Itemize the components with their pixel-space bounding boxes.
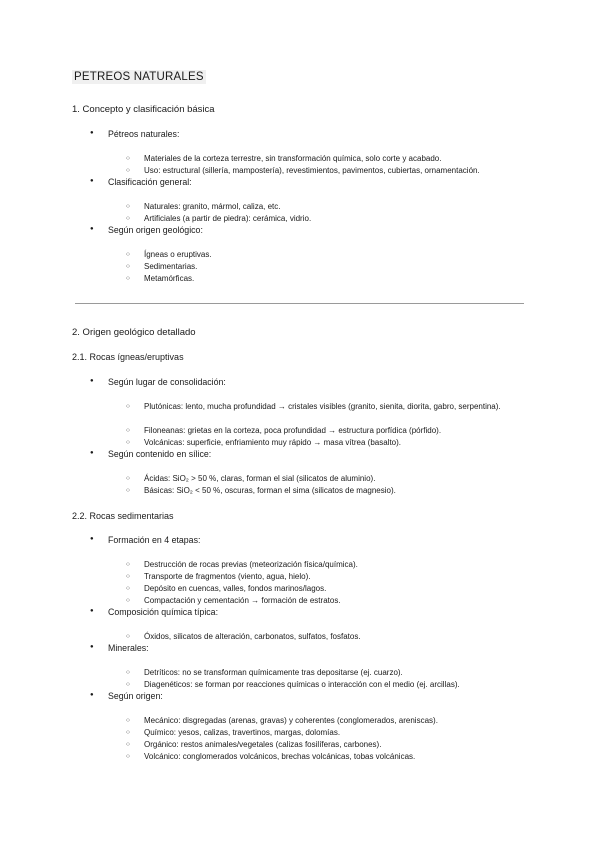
sub-list-item: ○ Destrucción de rocas previas (meteorización física/química). xyxy=(144,559,514,571)
sub-list-item: ○ Ígneas o eruptivas. xyxy=(144,249,514,261)
sub-list-item: ○ Artificiales (a partir de piedra): cerámica, vidrio. xyxy=(144,213,514,225)
section-heading: 1. Concepto y clasificación básica xyxy=(72,104,215,115)
sub-list-item: ○ Óxidos, silicatos de alteración, carbonatos, sulfatos, fosfatos. xyxy=(144,631,514,643)
list-item: ● Según origen: xyxy=(108,691,163,701)
list-item: ● Formación en 4 etapas: xyxy=(108,535,200,545)
sub-list-item: ○ Transporte de fragmentos (viento, agua, hielo). xyxy=(144,571,514,583)
list-item: ● Según contenido en sílice: xyxy=(108,449,211,459)
list-item: ● Composición química típica: xyxy=(108,607,218,617)
list-item: ● Según origen geológico: xyxy=(108,225,203,235)
horizontal-divider xyxy=(75,303,524,304)
sub-list-item: ○ Ácidas: SiO₂ > 50 %, claras, forman el sial (silicatos de aluminio). xyxy=(144,473,514,485)
sub-list-item: ○ Materiales de la corteza terrestre, sin transformación química, solo corte y acabado. xyxy=(144,153,514,165)
sub-list-item: ○ Sedimentarias. xyxy=(144,261,514,273)
document-title: PETREOS NATURALES xyxy=(74,71,204,83)
sub-list-item: ○ Metamórficas. xyxy=(144,273,514,285)
sub-list-item: ○ Plutónicas: lento, mucha profundidad → cristales visibles (granito, sienita, diorita, gabro, serpentina). xyxy=(144,401,514,413)
sub-list-item: ○ Uso: estructural (sillería, mampostería), revestimientos, pavimentos, cubiertas, ornamentación. xyxy=(144,165,514,177)
list-item: ● Según lugar de consolidación: xyxy=(108,377,226,387)
sub-list-item: ○ Volcánicas: superficie, enfriamiento muy rápido → masa vítrea (basalto). xyxy=(144,437,514,449)
list-item: ● Minerales: xyxy=(108,643,149,653)
sub-list-item: ○ Básicas: SiO₂ < 50 %, oscuras, forman el sima (silicatos de magnesio). xyxy=(144,485,514,497)
sub-list-item: ○ Depósito en cuencas, valles, fondos marinos/lagos. xyxy=(144,583,514,595)
list-item: ● Pétreos naturales: xyxy=(108,129,179,139)
list-item: ● Clasificación general: xyxy=(108,177,192,187)
subsection-heading: 2.1. Rocas ígneas/eruptivas xyxy=(72,352,184,362)
sub-list-item: ○ Mecánico: disgregadas (arenas, gravas) y coherentes (conglomerados, areniscas). xyxy=(144,715,514,727)
sub-list-item: ○ Químico: yesos, calizas, travertinos, margas, dolomías. xyxy=(144,727,514,739)
sub-list-item: ○ Diagenéticos: se forman por reacciones químicas o interacción con el medio (ej. arcillas). xyxy=(144,679,514,691)
sub-list-item: ○ Compactación y cementación → formación de estratos. xyxy=(144,595,514,607)
section-heading: 2. Origen geológico detallado xyxy=(72,327,196,338)
subsection-heading: 2.2. Rocas sedimentarias xyxy=(72,511,174,521)
sub-list-item: ○ Detríticos: no se transforman químicamente tras depositarse (ej. cuarzo). xyxy=(144,667,514,679)
sub-list-item: ○ Orgánico: restos animales/vegetales (calizas fosilíferas, carbones). xyxy=(144,739,514,751)
sub-list-item: ○ Naturales: granito, mármol, caliza, etc. xyxy=(144,201,514,213)
sub-list-item: ○ Volcánico: conglomerados volcánicos, brechas volcánicas, tobas volcánicas. xyxy=(144,751,514,763)
sub-list-item: ○ Filoneanas: grietas en la corteza, poca profundidad → estructura porfídica (pórfido). xyxy=(144,425,514,437)
